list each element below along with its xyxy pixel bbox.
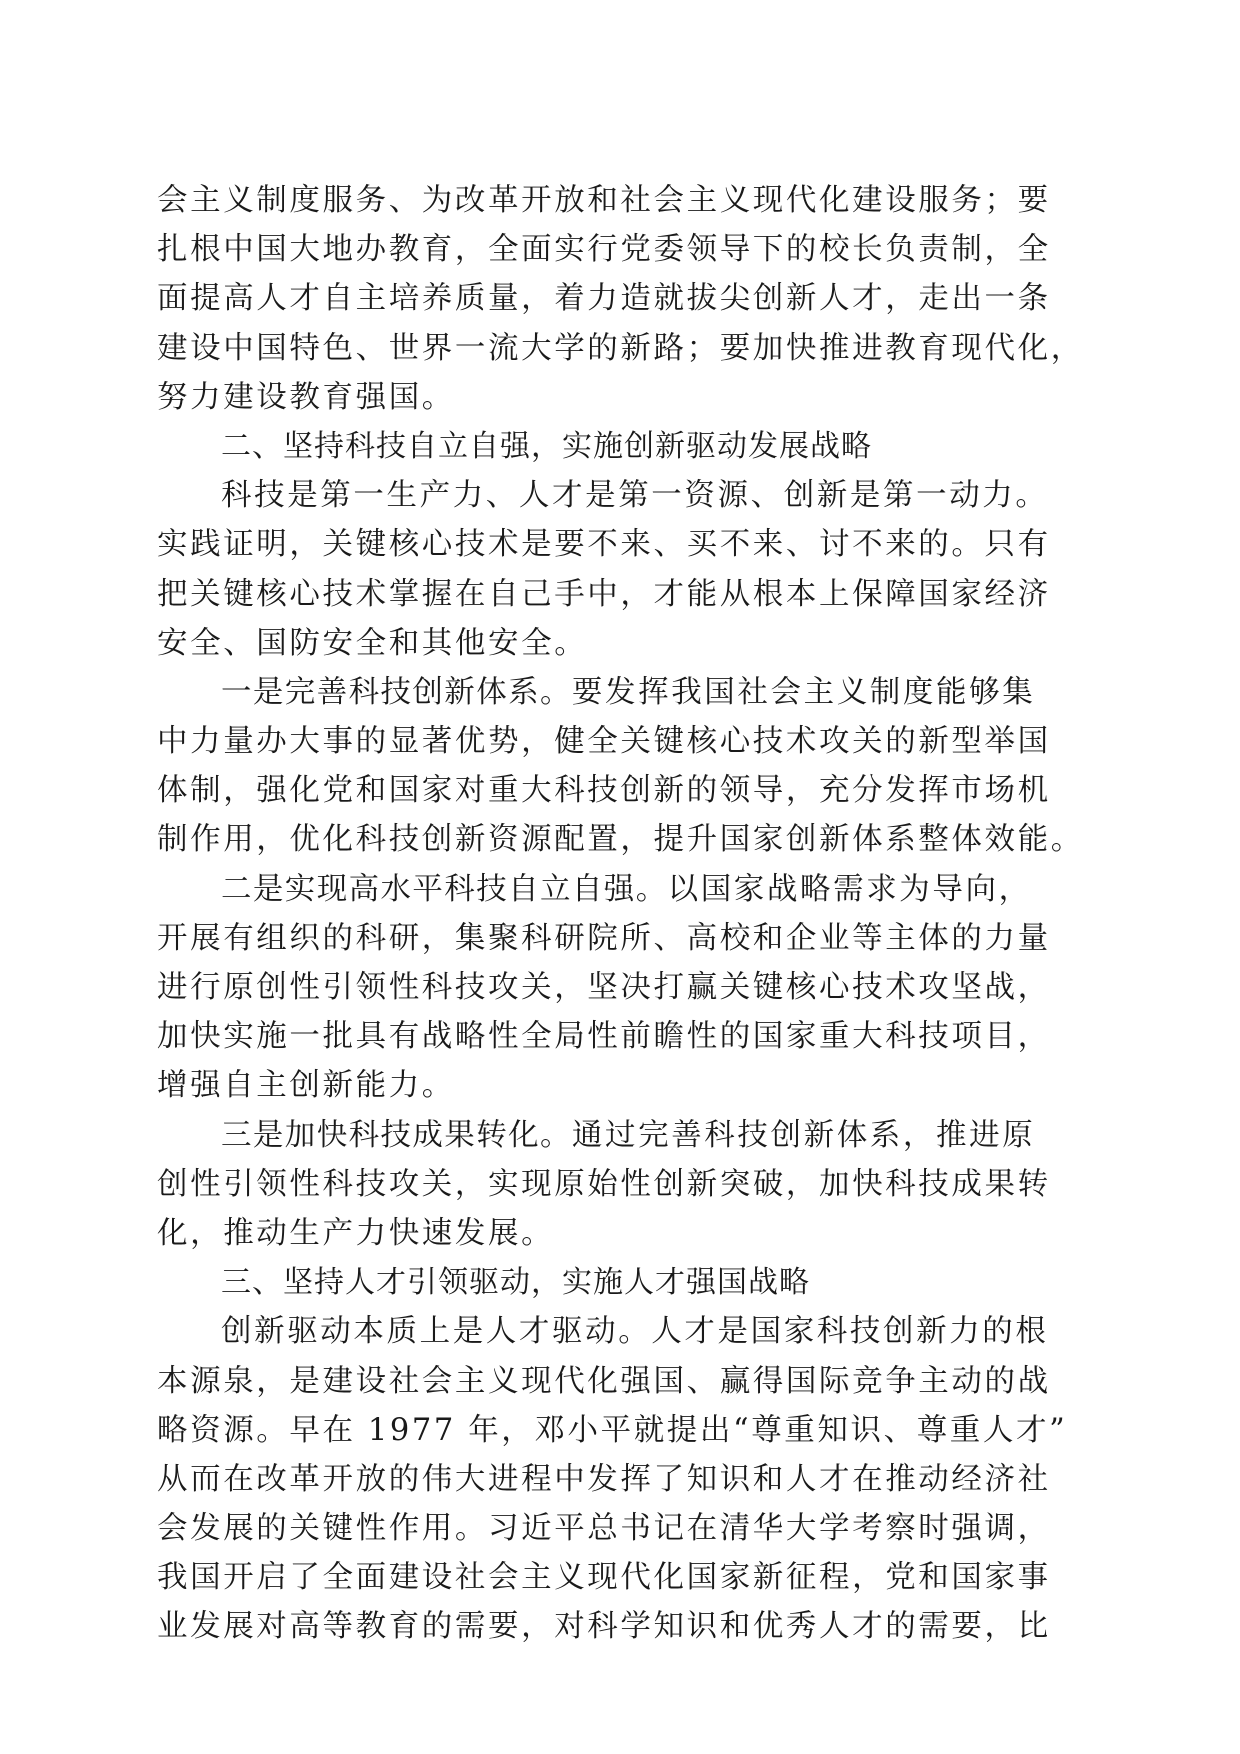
paragraph-line: 加快实施一批具有战略性全局性前瞻性的国家重大科技项目， <box>157 1019 1051 1055</box>
paragraph-line: 制作用，优化科技创新资源配置，提升国家创新体系整体效能。 <box>157 822 1084 858</box>
point-1-lead: 一是完善科技创新体系。 <box>221 674 572 710</box>
paragraph-line: 本源泉，是建设社会主义现代化强国、赢得国际竞争主动的战 <box>157 1363 1051 1399</box>
body-text <box>157 176 1085 1652</box>
paragraph-line: 开展有组织的科研，集聚科研院所、高校和企业等主体的力量 <box>157 920 1051 956</box>
point-3-first-line <box>157 1111 1085 1160</box>
section-heading-3: 三、坚持人才引领驱动，实施人才强国战略 <box>221 1265 810 1301</box>
intro-line: 会主义制度服务、为改革开放和社会主义现代化建设服务；要 <box>157 183 1051 218</box>
paragraph-line: 体制，强化党和国家对重大科技创新的领导，充分发挥市场机 <box>157 773 1051 809</box>
section-heading-2: 二、坚持科技自立自强，实施创新驱动发展战略 <box>221 428 872 464</box>
paragraph-line: 从而在改革开放的伟大进程中发挥了知识和人才在推动经济社 <box>157 1461 1051 1497</box>
paragraph-line: 创性引领性科技攻关，实现原始性创新突破，加快科技成果转 <box>157 1166 1051 1202</box>
paragraph-line: 进行原创性引领性科技攻关，坚决打赢关键核心技术攻坚战， <box>157 970 1051 1005</box>
paragraph-line: 中力量办大事的显著优势，健全关键核心技术攻关的新型举国 <box>157 724 1051 760</box>
intro-line: 建设中国特色、世界一流大学的新路；要加快推进教育现代化， <box>157 330 1084 366</box>
paragraph-line: 科技是第一生产力、人才是第一资源、创新是第一动力。 <box>221 478 1049 514</box>
point-2-lead: 二是实现高水平科技自立自强。 <box>221 871 668 907</box>
paragraph-line: 我国开启了全面建设社会主义现代化国家新征程，党和国家事 <box>157 1560 1051 1596</box>
intro-line: 扎根中国大地办教育，全面实行党委领导下的校长负责制，全 <box>157 232 1051 268</box>
paragraph-line: 业发展对高等教育的需要，对科学知识和优秀人才的需要，比 <box>157 1609 1051 1645</box>
paragraph-line: 化，推动生产力快速发展。 <box>157 1215 555 1251</box>
paragraph-line: 略资源。早在 1977 年，邓小平就提出“尊重知识、尊重人才” <box>157 1412 1068 1448</box>
point-1-first-line <box>157 668 1085 717</box>
paragraph-line: 增强自主创新能力。 <box>157 1068 455 1104</box>
point-3-lead: 三是加快科技成果转化。 <box>221 1117 572 1153</box>
point-1-text: 要发挥我国社会主义制度能够集 <box>571 674 1036 710</box>
paragraph-line: 会发展的关键性作用。习近平总书记在清华大学考察时强调， <box>157 1511 1051 1547</box>
intro-line: 面提高人才自主培养质量，着力造就拔尖创新人才，走出一条 <box>157 281 1051 317</box>
point-2-text: 以国家战略需求为导向， <box>667 871 1032 907</box>
intro-line: 努力建设教育强国。 <box>157 379 455 415</box>
point-3-text: 通过完善科技创新体系，推进原 <box>571 1117 1036 1153</box>
paragraph-line: 把关键核心技术掌握在自己手中，才能从根本上保障国家经济 <box>157 576 1051 612</box>
paragraph-line: 安全、国防安全和其他安全。 <box>157 625 588 661</box>
point-2-first-line <box>157 865 1085 914</box>
paragraph-line: 创新驱动本质上是人才驱动。人才是国家科技创新力的根 <box>221 1314 1049 1350</box>
paragraph-line: 实践证明，关键核心技术是要不来、买不来、讨不来的。只有 <box>157 527 1051 563</box>
